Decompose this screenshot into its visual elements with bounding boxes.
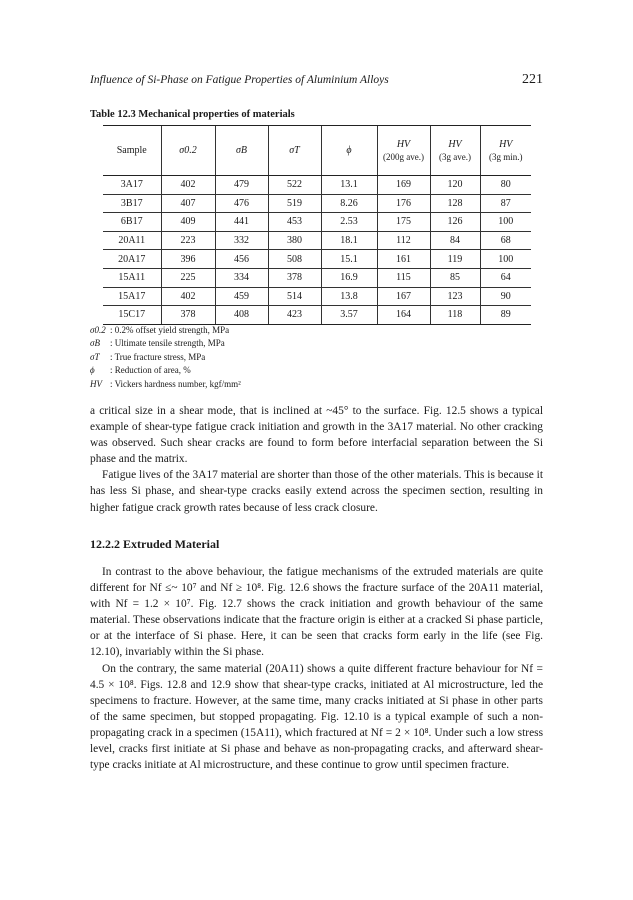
cell-hv-3g-min: 90 xyxy=(480,287,531,306)
header-hv-3g-ave xyxy=(430,126,480,176)
legend-item xyxy=(90,364,241,377)
cell-hv-200g: 176 xyxy=(377,194,430,213)
cell-tensile: 476 xyxy=(215,194,268,213)
cell-reduction: 8.26 xyxy=(321,194,377,213)
legend-symbol: HV xyxy=(90,378,102,389)
legend-description: : Reduction of area, % xyxy=(110,365,191,376)
cell-sample: 3A17 xyxy=(103,176,161,195)
header-hv-3g-min-label: (3g min.) xyxy=(489,151,523,162)
cell-tensile: 479 xyxy=(215,176,268,195)
cell-fracture: 519 xyxy=(268,194,321,213)
legend-item xyxy=(90,337,241,350)
header-hv-3g-ave-symbol: HV xyxy=(448,138,462,150)
cell-hv-200g: 167 xyxy=(377,287,430,306)
paragraph: a critical size in a shear mode, that is inclined at ~45° to the surface. Fig. 12.5 shows a typical example of shear-type fatigue crack initiation and growth in the 3A17 material. No other cracking was observed. Such shear cracks are found to form before interfacial separation between the Si phase and the matrix. xyxy=(90,405,543,466)
header-reduction-area: ϕ xyxy=(321,126,377,176)
cell-tensile: 441 xyxy=(215,213,268,232)
table-row xyxy=(103,306,531,325)
cell-hv-3g-min: 68 xyxy=(480,231,531,250)
cell-hv-3g-min: 80 xyxy=(480,176,531,195)
cell-fracture: 522 xyxy=(268,176,321,195)
cell-sample: 15C17 xyxy=(103,306,161,325)
table-caption-text: Mechanical properties of materials xyxy=(138,109,295,120)
cell-yield: 402 xyxy=(161,287,215,306)
header-hv-3g-min xyxy=(480,126,531,176)
running-header-title: Influence of Si-Phase on Fatigue Properties of Aluminium Alloys xyxy=(90,74,389,86)
header-hv-200g xyxy=(377,126,430,176)
cell-yield: 407 xyxy=(161,194,215,213)
cell-fracture: 423 xyxy=(268,306,321,325)
cell-yield: 396 xyxy=(161,250,215,269)
table-header-row xyxy=(103,126,531,176)
table-row xyxy=(103,213,531,232)
cell-hv-3g-ave: 84 xyxy=(430,231,480,250)
cell-reduction: 3.57 xyxy=(321,306,377,325)
cell-hv-200g: 115 xyxy=(377,268,430,287)
cell-tensile: 456 xyxy=(215,250,268,269)
cell-reduction: 13.1 xyxy=(321,176,377,195)
table-row xyxy=(103,250,531,269)
cell-sample: 15A11 xyxy=(103,268,161,287)
legend-symbol: σB xyxy=(90,338,100,349)
cell-hv-200g: 112 xyxy=(377,231,430,250)
cell-hv-3g-ave: 120 xyxy=(430,176,480,195)
paragraph: In contrast to the above behaviour, the fatigue mechanisms of the extruded materials are quite different for Nf ≤~ 10⁷ and Nf ≥ 10⁸. Fig. 12.6 shows the fracture surface of the 20A11 material, with Nf = 1.2 × 10⁷. Fig. 12.7 shows the crack initiation and growth behaviour of the same material. These observations indicate that the fracture origin is either at a cracked Si phase particle, or at the interface of Si phase. Here, it can be seen that cracks form early in the life (see Fig. 12.10), invariably within the Si phase. xyxy=(90,566,543,659)
cell-hv-3g-ave: 128 xyxy=(430,194,480,213)
legend-description: : Vickers hardness number, kgf/mm² xyxy=(110,378,241,389)
cell-hv-3g-ave: 118 xyxy=(430,306,480,325)
cell-yield: 378 xyxy=(161,306,215,325)
cell-sample: 6B17 xyxy=(103,213,161,232)
cell-yield: 223 xyxy=(161,231,215,250)
cell-sample: 15A17 xyxy=(103,287,161,306)
cell-reduction: 13.8 xyxy=(321,287,377,306)
section-title: 12.2.2 Extruded Material xyxy=(90,537,220,551)
table-row xyxy=(103,268,531,287)
cell-fracture: 453 xyxy=(268,213,321,232)
header-hv-200g-symbol: HV xyxy=(396,138,411,150)
cell-tensile: 332 xyxy=(215,231,268,250)
header-yield-strength: σ0.2 xyxy=(161,126,215,176)
table-legend xyxy=(90,324,241,391)
header-tensile-strength: σB xyxy=(215,126,268,176)
cell-yield: 402 xyxy=(161,176,215,195)
cell-yield: 409 xyxy=(161,213,215,232)
table-row xyxy=(103,194,531,213)
paragraph: On the contrary, the same material (20A11) shows a quite different fracture behaviour for Nf = 4.5 × 10⁸. Figs. 12.8 and 12.9 show that shear-type cracks, initiated at Al microstructure, led the specimens to fracture. However, at the same time, many cracks initiated at Si phase in other parts of the same specimen, but stopped propagating. Fig. 12.10 is a typical example of such a non-propagating crack in a specimen (15A11), which fractured at Nf = 2 × 10⁸. Under such a low stress level, cracks first initiate at Si phase and behave as non-propagating cracks, and afterward shear-type cracks initiate at Al microstructure, and these continue to grow until specimen fracture. xyxy=(90,662,543,772)
legend-item xyxy=(90,351,241,364)
cell-tensile: 459 xyxy=(215,287,268,306)
header-sample: Sample xyxy=(103,126,161,176)
page-number: 221 xyxy=(522,72,543,87)
cell-fracture: 514 xyxy=(268,287,321,306)
legend-description: : 0.2% offset yield strength, MPa xyxy=(110,325,230,335)
cell-reduction: 15.1 xyxy=(321,250,377,269)
legend-symbol: ϕ xyxy=(90,365,95,376)
table-row xyxy=(103,231,531,250)
cell-tensile: 334 xyxy=(215,268,268,287)
legend-symbol: σ0.2 xyxy=(90,325,106,335)
cell-fracture: 508 xyxy=(268,250,321,269)
cell-hv-3g-min: 100 xyxy=(480,250,531,269)
cell-hv-200g: 175 xyxy=(377,213,430,232)
legend-item xyxy=(90,378,241,391)
cell-reduction: 16.9 xyxy=(321,268,377,287)
mechanical-properties-table xyxy=(103,125,531,325)
table-caption xyxy=(90,109,295,120)
body-text-lower xyxy=(90,564,543,773)
cell-hv-3g-ave: 126 xyxy=(430,213,480,232)
table-row xyxy=(103,176,531,195)
header-fracture-stress: σT xyxy=(268,126,321,176)
cell-hv-200g: 169 xyxy=(377,176,430,195)
cell-hv-3g-min: 89 xyxy=(480,306,531,325)
legend-description: : True fracture stress, MPa xyxy=(110,351,206,362)
paragraph: Fatigue lives of the 3A17 material are shorter than those of the other materials. This is because it has less Si phase, and shear-type cracks easily extend across the specimen section, resulting in higher fatigue crack growth rates because of less crack closure. xyxy=(90,469,543,514)
table-number: Table 12.3 xyxy=(90,109,136,120)
cell-reduction: 2.53 xyxy=(321,213,377,232)
cell-hv-200g: 161 xyxy=(377,250,430,269)
cell-sample: 20A17 xyxy=(103,250,161,269)
legend-item xyxy=(90,324,241,337)
cell-tensile: 408 xyxy=(215,306,268,325)
cell-hv-200g: 164 xyxy=(377,306,430,325)
cell-hv-3g-ave: 85 xyxy=(430,268,480,287)
legend-description: : Ultimate tensile strength, MPa xyxy=(110,338,225,349)
cell-sample: 20A11 xyxy=(103,231,161,250)
header-hv-3g-min-symbol: HV xyxy=(499,138,513,150)
cell-hv-3g-min: 64 xyxy=(480,268,531,287)
cell-reduction: 18.1 xyxy=(321,231,377,250)
cell-hv-3g-ave: 119 xyxy=(430,250,480,269)
header-hv-200g-label: (200g ave.) xyxy=(383,151,424,162)
cell-hv-3g-ave: 123 xyxy=(430,287,480,306)
cell-hv-3g-min: 87 xyxy=(480,194,531,213)
cell-hv-3g-min: 100 xyxy=(480,213,531,232)
header-hv-3g-ave-label: (3g ave.) xyxy=(439,151,471,162)
cell-fracture: 380 xyxy=(268,231,321,250)
running-header xyxy=(90,72,543,92)
table-row xyxy=(103,287,531,306)
cell-yield: 225 xyxy=(161,268,215,287)
body-text-upper xyxy=(90,403,543,516)
cell-fracture: 378 xyxy=(268,268,321,287)
legend-symbol: σT xyxy=(90,351,100,362)
cell-sample: 3B17 xyxy=(103,194,161,213)
